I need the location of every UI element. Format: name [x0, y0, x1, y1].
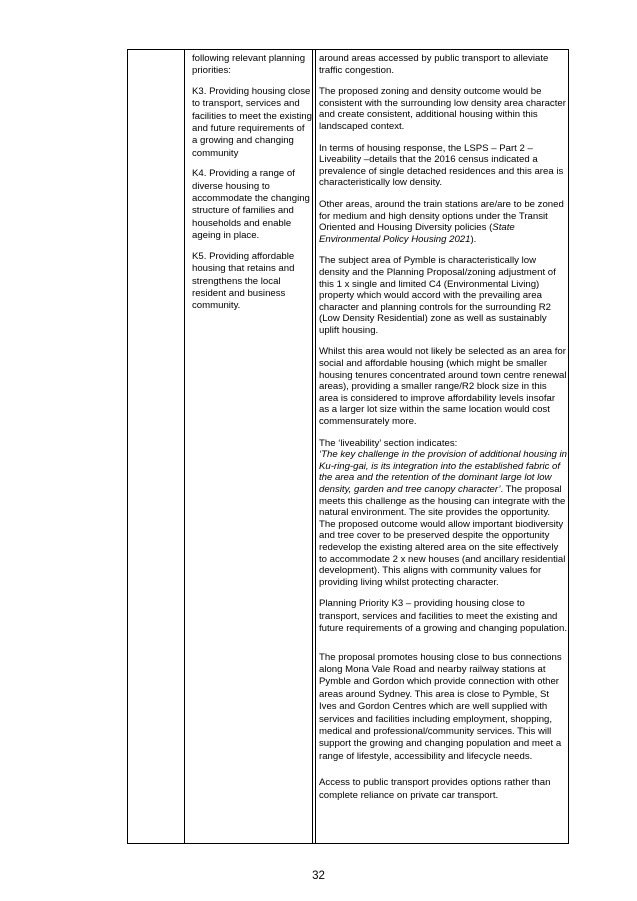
planning-priorities-column: [192, 53, 312, 313]
priorities-intro: following relevant planning priorities:: [192, 53, 306, 77]
response-paragraph: In terms of housing response, the LSPS – Part 2 – Liveability –details that the 2016 census indicated a prevalence of single detached residences and this area is characteristically low density.: [319, 142, 564, 189]
text-run: Other areas, around the train stations are/are to be zoned for medium and high density options under the Transit Oriented and Housing Diversity policies (: [319, 198, 564, 234]
response-paragraph: The proposed zoning and density outcome would be consistent with the surrounding low density area character and create consistent, additional housing within this landscaped context.: [319, 86, 566, 132]
response-paragraph: Access to public transport provides options rather than complete reliance on private car transport.: [319, 777, 551, 801]
response-paragraph: The proposal promotes housing close to bus connections along Mona Vale Road and nearby railway stations at Pymble and Gordon which provide connection with other areas around Sydney. This area is close to Pymble, St Ives and Gordon Centres which are well supplied with services and facilities including employment, shopping, medical and professional/community services. This will support the growing and changing population and meet a range of lifestyle, accessibility and lifecycle needs.: [319, 651, 562, 762]
liveability-quote: ‘The key challenge in the provision of additional housing in Ku-ring-gai, is its integration into the established fabric of the area and the retention of the dominant large lot low density, garden and tree canopy character’: [319, 449, 567, 495]
policy-citation: State Environmental Policy Housing 2021: [319, 222, 515, 245]
priority-k5: K5. Providing affordable housing that retains and strengthens the local resident and business community.: [192, 250, 295, 312]
column-divider: [184, 50, 185, 843]
planning-table: [127, 49, 569, 844]
text-run: The ‘liveability’ section indicates:: [319, 437, 458, 449]
priority-k4: K4. Providing a range of diverse housing to accommodate the changing structure of families and households and enable ageing in place.: [192, 168, 310, 242]
liveability-paragraph: [319, 438, 567, 589]
column-divider: [315, 50, 316, 843]
response-paragraph: Whilst this area would not likely be selected as an area for social and affordable housing (which might be smaller housing tenures concentrated around town centre renewal areas), providing a smaller range/R2 block size in this area is considered to improve affordability levels insofar as a larger lot size within the same location would cost commensurately more.: [319, 346, 567, 428]
column-divider: [312, 50, 313, 843]
response-paragraph: The subject area of Pymble is characteristically low density and the Planning Proposal/zoning adjustment of this 1 x single and limited C4 (Environmental Living) property which would accord with the prevailing area character and planning controls for the surrounding R2 (Low Density Residential) zone as well as sustainably uplift housing.: [319, 255, 556, 336]
priority-k3: K3. Providing housing close to transport, services and facilities to meet the existing and future requirements of a growing and changing community: [192, 85, 312, 159]
page-number: 32: [312, 870, 325, 882]
response-paragraph: [319, 199, 567, 245]
text-run: . The proposal meets this challenge as the housing can integrate with the natural environment. The site provides the opportunity. The proposed outcome would allow important biodiversity and tree cover to be preserved despite the opportunity redevelop the existing altered area on the site effectively to accommodate 2 x new houses (and ancillary residential development). This aligns with community values for providing living whilst protecting character.: [319, 484, 566, 588]
text-run: ).: [470, 233, 477, 245]
response-paragraph: Planning Priority K3 – providing housing close to transport, services and facilities to meet the existing and future requirements of a growing and changing population.: [319, 598, 568, 635]
response-column: [319, 53, 567, 802]
response-paragraph: around areas accessed by public transport to alleviate traffic congestion.: [319, 53, 549, 76]
